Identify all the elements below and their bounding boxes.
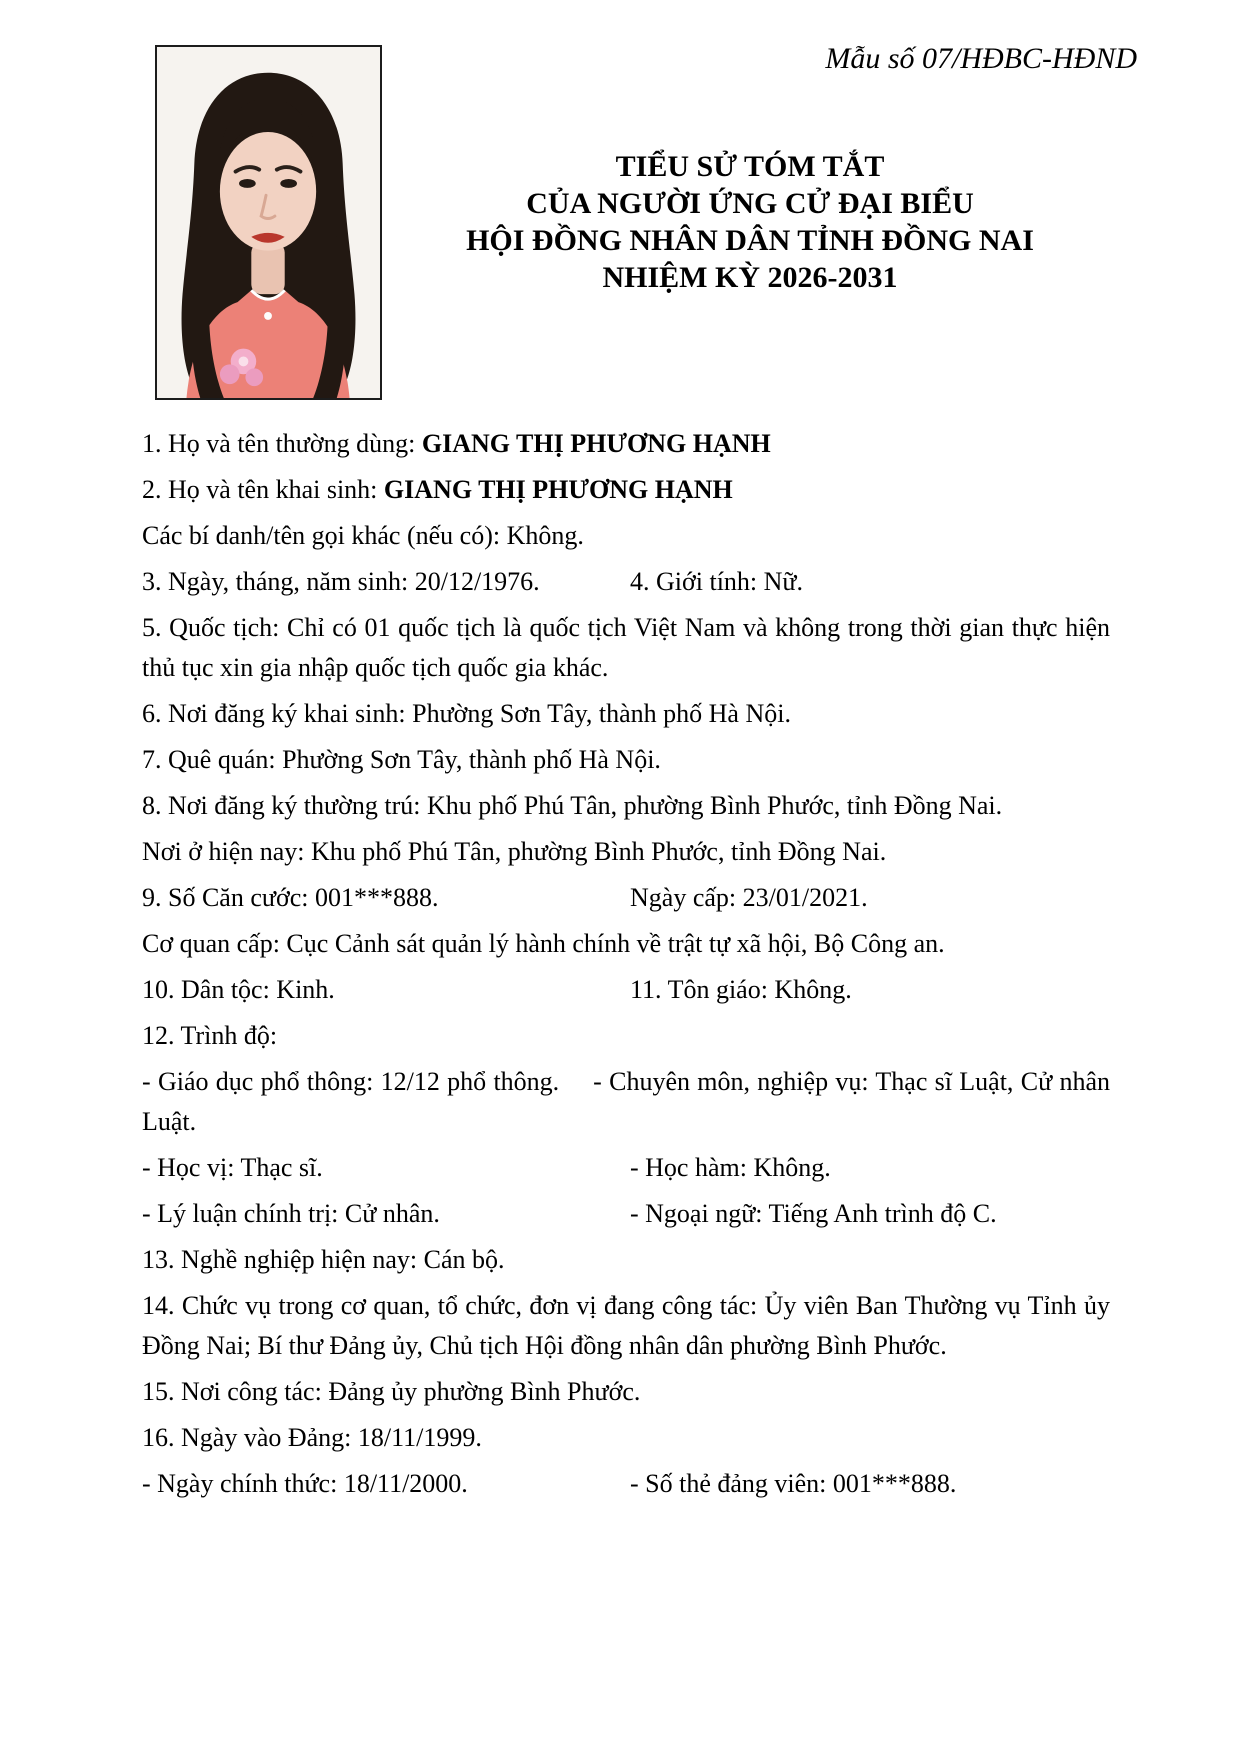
field-gender: 4. Giới tính: Nữ. — [630, 567, 804, 596]
portrait-photo — [155, 45, 382, 400]
field-row-ethnicity-religion — [142, 970, 1110, 1010]
field-permanent-residence: 8. Nơi đăng ký thường trú: Khu phố Phú Tân, phường Bình Phước, tỉnh Đồng Nai. — [142, 791, 1003, 820]
portrait-photo-drawing — [157, 47, 380, 398]
field-religion: 11. Tôn giáo: Không. — [630, 975, 852, 1004]
field-birth-name-value: GIANG THỊ PHƯƠNG HẠNH — [383, 475, 733, 504]
field-academic-title: - Học hàm: Không. — [630, 1153, 831, 1182]
field-row-degree-title — [142, 1148, 1110, 1188]
field-id-issuer: Cơ quan cấp: Cục Cảnh sát quản lý hành chính về trật tự xã hội, Bộ Công an. — [142, 929, 945, 958]
field-foreign-language: - Ngoại ngữ: Tiếng Anh trình độ C. — [630, 1199, 997, 1228]
field-current-residence: Nơi ở hiện nay: Khu phố Phú Tân, phường Bình Phước, tỉnh Đồng Nai. — [142, 837, 887, 866]
field-common-name-value: GIANG THỊ PHƯƠNG HẠNH — [421, 429, 771, 458]
form-number-label: Mẫu số 07/HĐBC-HĐND — [825, 42, 1137, 75]
field-political-theory: - Lý luận chính trị: Cử nhân. — [142, 1199, 440, 1228]
field-position: 14. Chức vụ trong cơ quan, tổ chức, đơn vị đang công tác: Ủy viên Ban Thường vụ Tỉnh ủy Đồng Nai; Bí thư Đảng ủy, Chủ tịch Hội đồng nhân dân phường Bình Phước. — [142, 1291, 1110, 1360]
field-birth-registration-place: 6. Nơi đăng ký khai sinh: Phường Sơn Tây, thành phố Hà Nội. — [142, 699, 791, 728]
field-party-join-date: 16. Ngày vào Đảng: 18/11/1999. — [142, 1423, 482, 1452]
title-line-4: NHIỆM KỲ 2026-2031 — [602, 261, 898, 294]
field-hometown: 7. Quê quán: Phường Sơn Tây, thành phố Hà Nội. — [142, 745, 661, 774]
title-line-2: CỦA NGƯỜI ỨNG CỬ ĐẠI BIỂU — [526, 187, 974, 220]
field-birthdate: 3. Ngày, tháng, năm sinh: 20/12/1976. — [142, 567, 540, 596]
field-ethnicity: 10. Dân tộc: Kinh. — [142, 975, 335, 1004]
document-title — [400, 148, 1100, 296]
field-party-card-number: - Số thẻ đảng viên: 001***888. — [630, 1469, 957, 1498]
field-id-number: 9. Số Căn cước: 001***888. — [142, 883, 439, 912]
field-education-detail — [142, 1062, 1110, 1142]
field-academic-degree: - Học vị: Thạc sĩ. — [142, 1153, 323, 1182]
field-row-birthdate-gender — [142, 562, 1110, 602]
field-education-professional: - Chuyên môn, nghiệp vụ: Thạc sĩ Luật, Cử nhân Luật. — [142, 1067, 1110, 1136]
field-nationality: 5. Quốc tịch: Chỉ có 01 quốc tịch là quốc tịch Việt Nam và không trong thời gian thực hiện thủ tục xin gia nhập quốc tịch quốc gia khác. — [142, 613, 1110, 682]
field-education-general: - Giáo dục phổ thông: 12/12 phổ thông. — [142, 1067, 560, 1096]
field-occupation: 13. Nghề nghiệp hiện nay: Cán bộ. — [142, 1245, 505, 1274]
field-row-id-card — [142, 878, 1110, 918]
field-row-party-official — [142, 1464, 1110, 1504]
field-row-politics-language — [142, 1194, 1110, 1234]
field-workplace: 15. Nơi công tác: Đảng ủy phường Bình Phước. — [142, 1377, 641, 1406]
title-line-3: HỘI ĐỒNG NHÂN DÂN TỈNH ĐỒNG NAI — [466, 224, 1034, 257]
field-birth-name — [142, 470, 1110, 510]
field-education-heading: 12. Trình độ: — [142, 1021, 278, 1050]
field-common-name-label: 1. Họ và tên thường dùng: — [142, 429, 422, 458]
biography-fields — [142, 424, 1110, 1510]
field-common-name — [142, 424, 1110, 464]
field-birth-name-label: 2. Họ và tên khai sinh: — [142, 475, 384, 504]
field-aliases: Các bí danh/tên gọi khác (nếu có): Không. — [142, 521, 584, 550]
field-id-issue-date: Ngày cấp: 23/01/2021. — [630, 883, 868, 912]
title-line-1: TIỂU SỬ TÓM TẮT — [615, 150, 885, 183]
field-party-official-date: - Ngày chính thức: 18/11/2000. — [142, 1469, 468, 1498]
